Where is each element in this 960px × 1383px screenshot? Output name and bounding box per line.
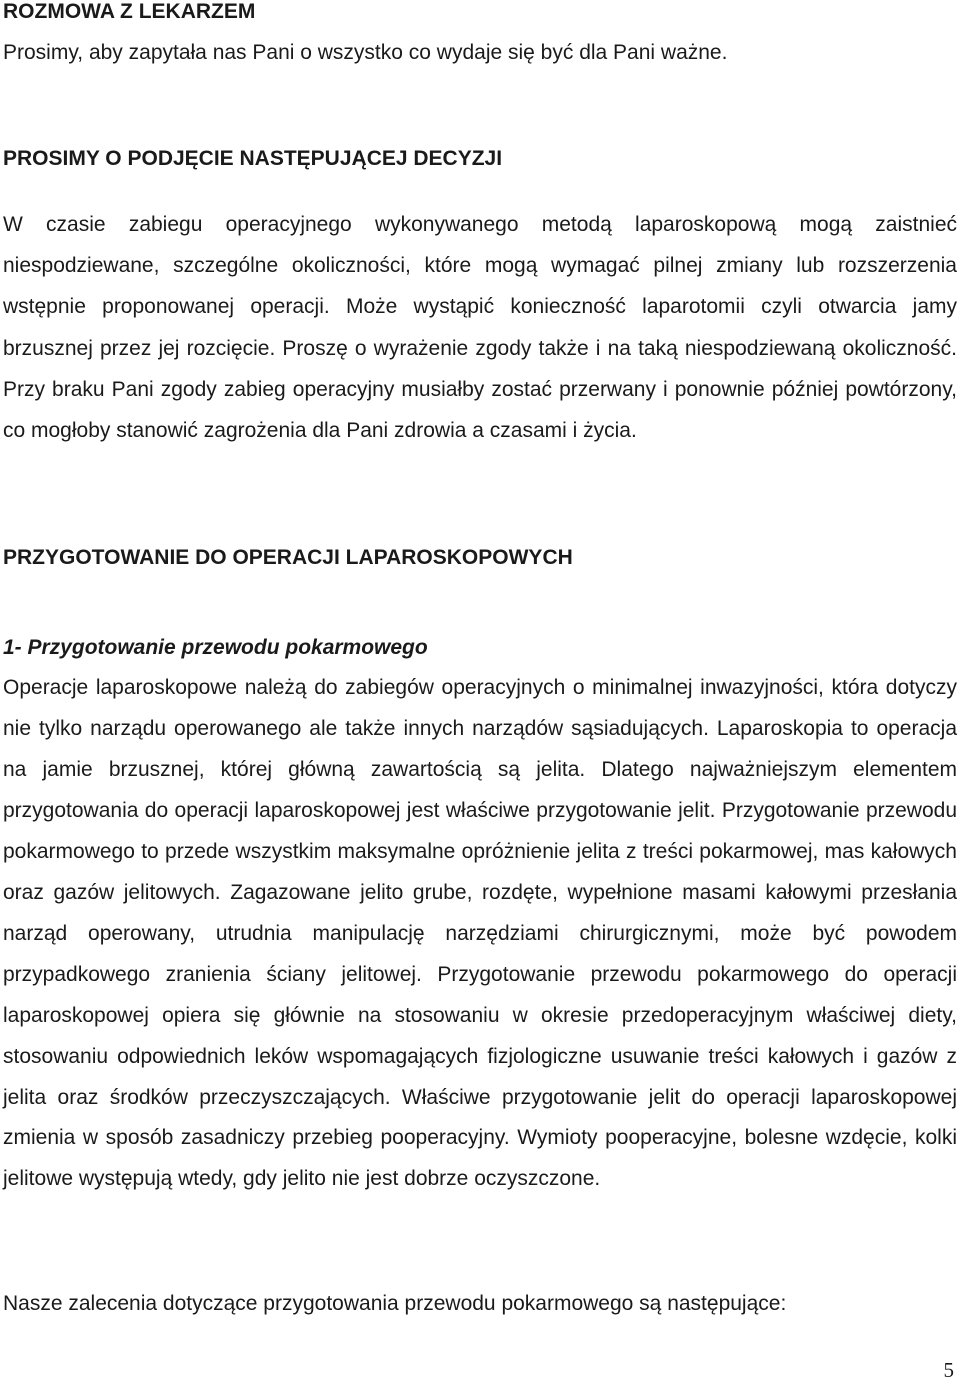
closing-line: Nasze zalecenia dotyczące przygotowania przewodu pokarmowego są następujące:	[3, 1292, 787, 1315]
section-heading-rozmowa: ROZMOWA Z LEKARZEM	[3, 0, 256, 23]
section-paragraph-decyzja: W czasie zabiegu operacyjnego wykonywanego metodą laparoskopową mogą zaistnieć niespodziewane, szczególne okoliczności, które mogą wymagać pilnej zmiany lub rozszerzenia wstępnie proponowanej operacji. Może wystąpić konieczność laparotomii czyli otwarcia jamy brzusznej przez jej rozcięcie. Proszę o wyrażenie zgody także i na taką niespodziewaną okoliczność. Przy braku Pani zgody zabieg operacyjny musiałby zostać przerwany i ponownie później powtórzony, co mogłoby stanowić zagrożenia dla Pani zdrowia a czasami i życia.	[3, 213, 957, 443]
page-number: 5	[943, 1358, 954, 1382]
subheading-przewod-pokarmowy: 1- Przygotowanie przewodu pokarmowego	[3, 636, 428, 659]
section-heading-przygotowanie: PRZYGOTOWANIE DO OPERACJI LAPAROSKOPOWYCH	[3, 546, 573, 569]
section-text-rozmowa: Prosimy, aby zapytała nas Pani o wszystko co wydaje się być dla Pani ważne.	[3, 41, 728, 64]
section-paragraph-przygotowanie: Operacje laparoskopowe należą do zabiegów operacyjnych o minimalnej inwazyjności, która dotyczy nie tylko narządu operowanego ale także innych narządów sąsiadujących. Laparoskopia to operacja na jamie brzusznej, której główną zawartością są jelita. Dlatego najważniejszym elementem przygotowania do operacji laparoskopowej jest właściwe przygotowanie jelit. Przygotowanie przewodu pokarmowego to przede wszystkim maksymalne opróżnienie jelita z treści pokarmowej, mas kałowych oraz gazów jelitowych. Zagazowane jelito grube, rozdęte, wypełnione masami kałowymi przesłania narząd operowany, utrudnia manipulację narzędziami chirurgicznymi, może być powodem przypadkowego zranienia ściany jelitowej. Przygotowanie przewodu pokarmowego do operacji laparoskopowej opiera się głównie na stosowaniu w okresie przedoperacyjnym właściwej diety, stosowaniu odpowiednich leków wspomagających fizjologiczne usuwanie treści kałowych i gazów z jelita oraz środków przeczyszczających. Właściwe przygotowanie jelit do operacji laparoskopowej zmienia w sposób zasadniczy przebieg pooperacyjny. Wymioty pooperacyjne, bolesne wzdęcie, kolki jelitowe występują wtedy, gdy jelito nie jest dobrze oczyszczone.	[3, 676, 957, 1191]
section-heading-decyzja: PROSIMY O PODJĘCIE NASTĘPUJĄCEJ DECYZJI	[3, 147, 503, 170]
